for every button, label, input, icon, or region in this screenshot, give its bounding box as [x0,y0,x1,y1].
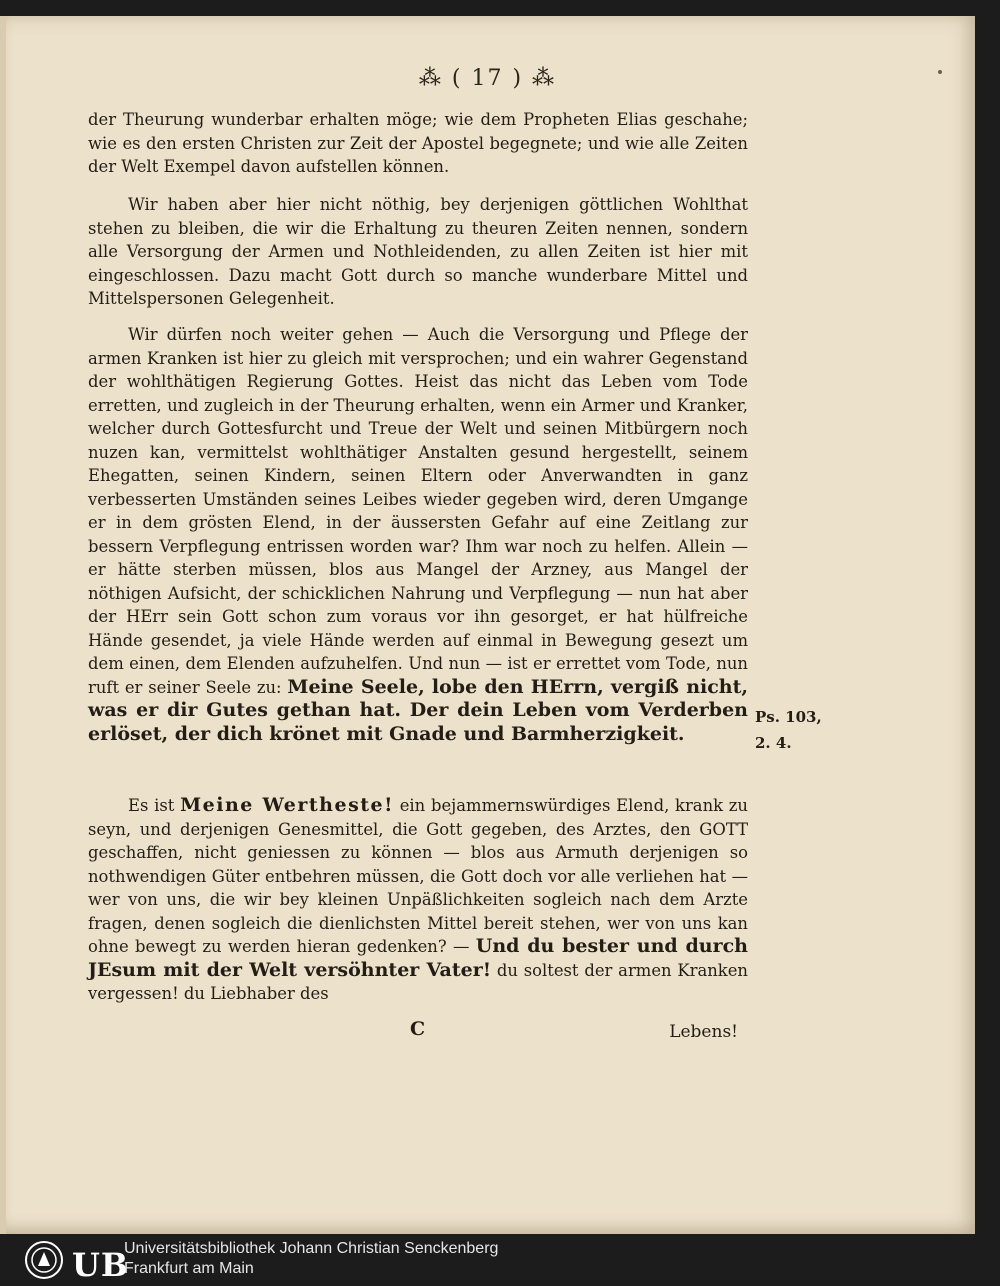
paragraph-4-lead: Es ist [128,796,175,815]
paragraph-4-text: ein bejammernswürdiges Elend, krank zu seyn, und derjenigen Genesmittel, die Gott gegeben, des Arztes, den GOTT geschaffen, nicht geniessen zu können — blos aus Armuth derjenigen so nothwendigen Güter entbehren müssen, die Gott doch vor alle verliehen hat — wer von uns, die wir bey kleinen Unpäßlichkeiten sogleich nach dem Arzte fragen, denen sogleich die dienlichsten Mittel bereit stehen, wer von uns kan ohne bewegt zu werden hieran gedenken? — [88,796,748,956]
library-name-line1: Universitätsbibliothek Johann Christian Senckenberg [124,1240,499,1257]
paper-edge [0,16,6,1234]
margin-reference [755,704,825,756]
library-name-line2: Frankfurt am Main [124,1260,254,1277]
library-logo[interactable] [22,1238,129,1284]
page-header: ⁂ ( 17 ) ⁂ [418,66,557,91]
margin-reference-psalm: Ps. 103, [755,708,822,726]
paragraph-4 [88,794,748,1006]
psalm-quote: Meine Seele, lobe den HErrn, vergiß nicht, was er dir Gutes gethan hat. Der dein Leben vom Verderben erlöset, der dich krönet mit Gnade und Barmherzigkeit. [88,675,749,745]
paragraph-1 [88,108,748,179]
signature-mark: C [410,1018,426,1040]
paragraph-4-end: du soltest der armen Kranken vergessen! du Liebhaber des [88,960,748,1003]
library-name[interactable] [124,1239,498,1279]
page-bottom-row [88,1018,738,1048]
ink-spot [938,70,942,74]
paragraph-2 [88,193,748,311]
paragraph-3-content [88,323,748,746]
paragraph-1-text: der Theurung wunderbar erhalten möge; wie dem Propheten Elias geschahe; wie es den ersten Christen zur Zeit der Apostel begegnete; und wie alle Zeiten der Welt Exempel davon aufstellen können. [88,110,748,176]
seal-icon [22,1238,68,1282]
paragraph-4-content [88,794,748,1006]
footer-bar [0,1234,1000,1285]
paragraph-3 [88,323,748,746]
address-phrase: Meine Wertheste! [180,794,394,816]
paragraph-2-text: Wir haben aber hier nicht nöthig, bey derjenigen göttlichen Wohlthat stehen zu bleiben, die wir die Erhaltung zu theuren Zeiten nennen, sondern alle Versorgung der Armen und Nothleidenden, zu allen Zeiten ist hier mit eingeschlossen. Dazu macht Gott durch so manche wunderbare Mittel und Mittelspersonen Gelegenheit. [88,195,748,308]
logo-text: UB [72,1246,129,1284]
catchword: Lebens! [669,1022,738,1042]
paragraph-3-text: Wir dürfen noch weiter gehen — Auch die Versorgung und Pflege der armen Kranken ist hier zu gleich mit versprochen; und ein wahrer Gegenstand der wohlthätigen Regierung Gottes. Heist das nicht das Leben vom Tode erretten, und zugleich in der Theurung erhalten, wenn ein Armer und Kranker, welcher durch Gottesfurcht und Treue der Welt und seinen Mitbürgern noch nuzen kan, vermittelst wohlthätiger Anstalten gesund hergestellt, seinem Ehegatten, seinen Kindern, seinen Eltern oder Anverwandten in ganz verbesserten Umständen seines Leibes wieder gegeben wird, deren Umgange er in dem grösten Elend, in der äussersten Gefahr auf eine Zeitlang zur bessern Verpflegung entrissen worden war? Ihm war noch zu helfen. Allein — er hätte sterben müssen, blos aus Mangel der Arzney, aus Mangel der nöthigen Aufsicht, der schicklichen Nahrung und Verpflegung — nun hat aber der HErr sein Gott schon zum voraus vor ihn gesorget, er hat hülfreiche Hände gesendet, ja viele Hände werden auf einmal in Bewegung gesezt um dem einen, dem Elenden aufzuhelfen. Und nun — ist er errettet vom Tode, nun ruft er seiner Seele zu: [88,325,748,697]
invocation-phrase: Und du bester und durch JEsum mit der Welt versöhnter Vater! [88,935,748,981]
margin-reference-verses: 2. 4. [755,734,792,752]
